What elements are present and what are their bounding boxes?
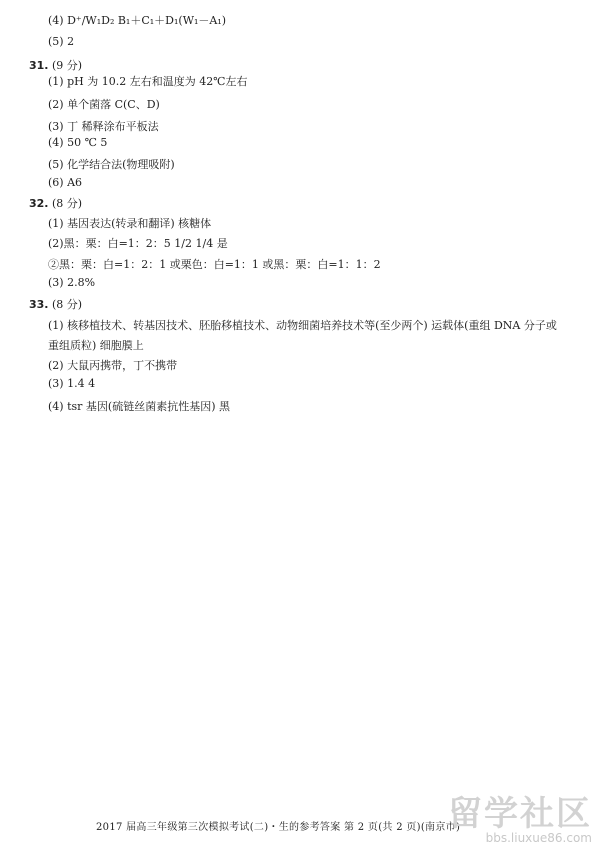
q30-line-4: (4) D⁺/W₁D₂ B₁＋C₁＋D₁(W₁－A₁) bbox=[48, 14, 227, 27]
q31-score: (9 分) bbox=[52, 59, 83, 72]
q32-line-2: (2)黑：栗：白=1：2：5 1/2 1/4 是 bbox=[48, 237, 228, 250]
q31-line-5: (5) 化学结合法(物理吸附) bbox=[48, 158, 175, 171]
q31-header bbox=[29, 57, 82, 73]
page-footer: 2017 届高三年级第三次模拟考试(二)・生的参考答案 第 2 页(共 2 页)(南京市) bbox=[96, 822, 461, 833]
q31-line-4: (4) 50 ℃ 5 bbox=[48, 136, 108, 149]
q32-number: 32. bbox=[29, 197, 49, 210]
q33-score: (8 分) bbox=[52, 298, 83, 311]
q32-line-1: (1) 基因表达(转录和翻译) 核糖体 bbox=[48, 217, 212, 230]
q33-header bbox=[29, 296, 82, 312]
site-watermark bbox=[448, 796, 592, 844]
watermark-url: bbs.liuxue86.com bbox=[485, 831, 592, 845]
q33-line-5: (4) tsr 基因(硫链丝菌素抗性基因) 黑 bbox=[48, 400, 230, 413]
q31-line-6: (6) A6 bbox=[48, 176, 83, 189]
q33-number: 33. bbox=[29, 298, 49, 311]
q33-line-1: (1) 核移植技术、转基因技术、胚胎移植技术、动物细菌培养技术等(至少两个) 运载体(重组 DNA 分子或 bbox=[48, 319, 557, 332]
q31-line-1: (1) pH 为 10.2 左右和温度为 42℃左右 bbox=[48, 75, 248, 88]
q33-line-4: (3) 1.4 4 bbox=[48, 377, 96, 390]
watermark-logo: 留学社区 bbox=[448, 794, 592, 834]
q32-score: (8 分) bbox=[52, 197, 83, 210]
q32-line-4: (3) 2.8% bbox=[48, 276, 96, 289]
q32-line-3: ②黑：栗：白=1：2：1 或栗色：白=1：1 或黑：栗：白=1：1：2 bbox=[48, 258, 381, 271]
q33-line-3: (2) 大鼠丙携带，丁不携带 bbox=[48, 359, 178, 372]
q32-header bbox=[29, 195, 82, 211]
q31-line-3: (3) 丁 稀释涂布平板法 bbox=[48, 120, 159, 133]
q31-line-2: (2) 单个菌落 C(C、D) bbox=[48, 98, 160, 111]
q31-number: 31. bbox=[29, 59, 49, 72]
q33-line-2: 重组质粒) 细胞膜上 bbox=[48, 339, 144, 352]
q30-line-5: (5) 2 bbox=[48, 35, 75, 48]
